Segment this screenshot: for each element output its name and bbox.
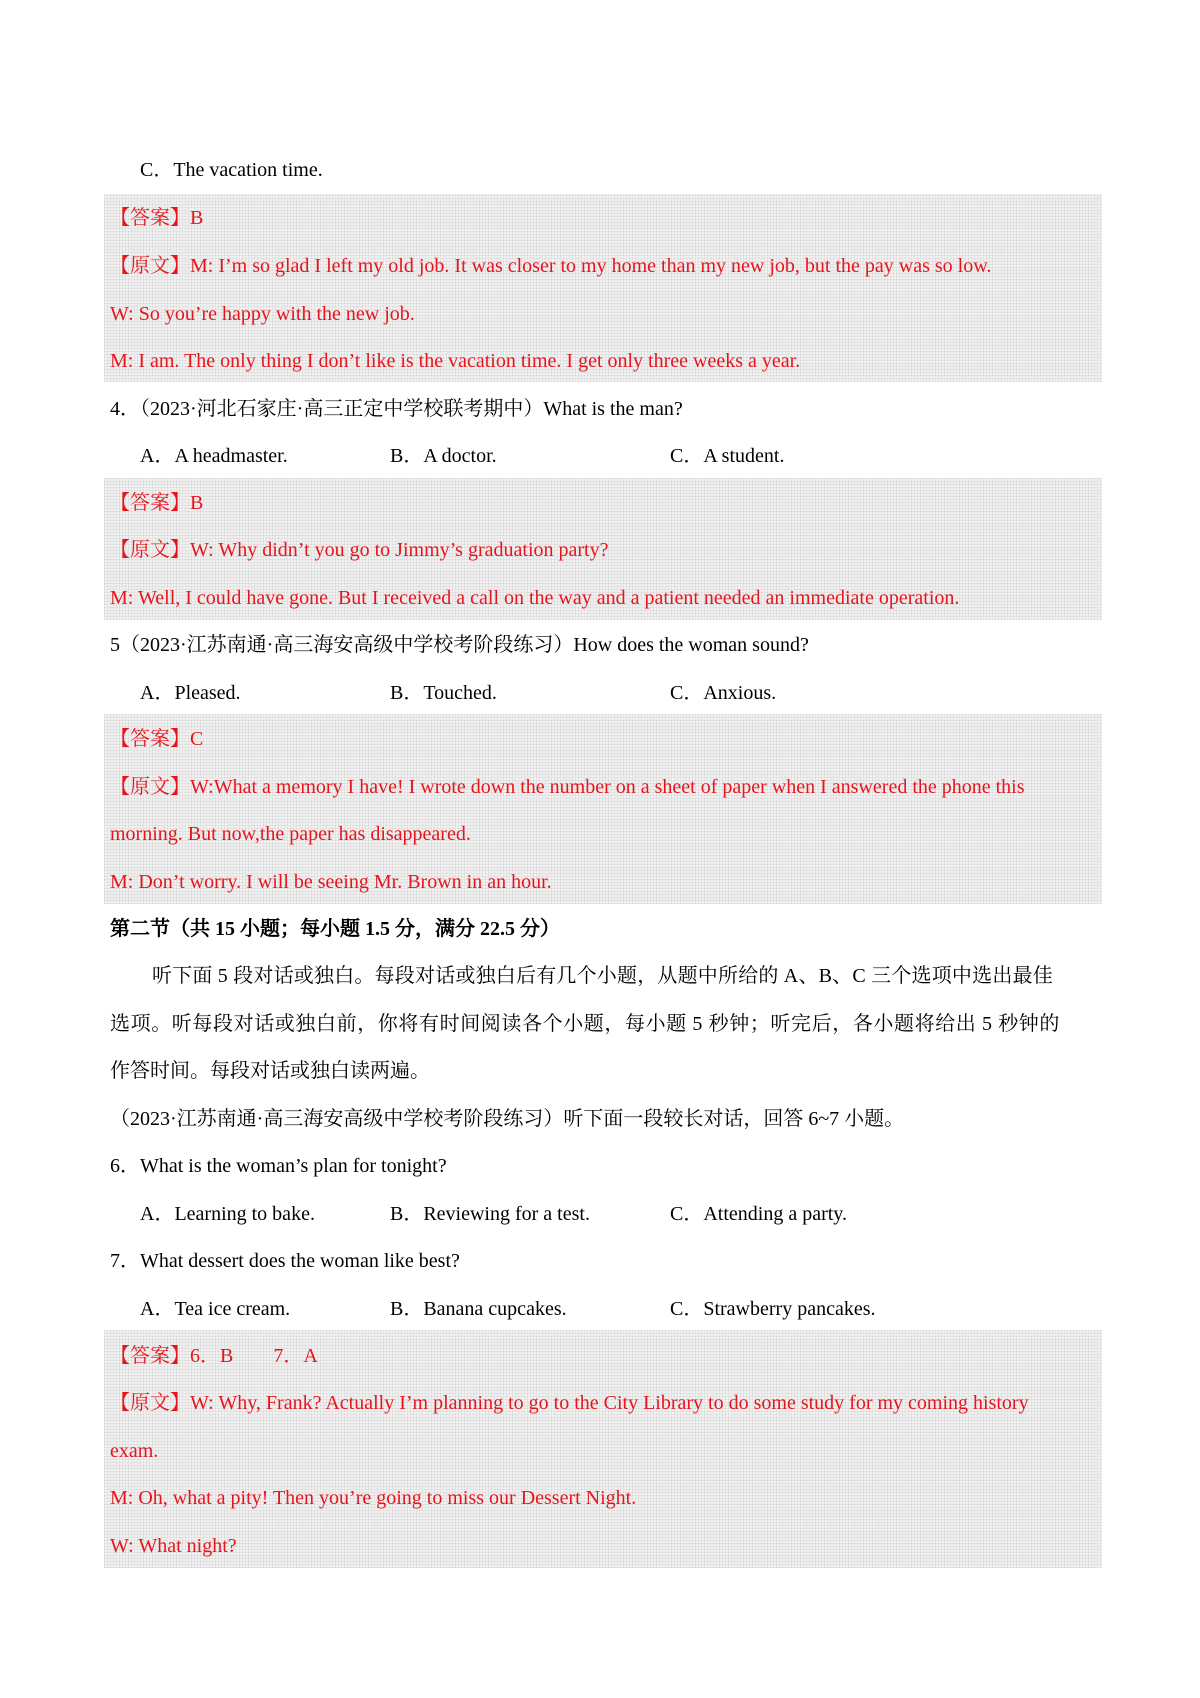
q5-option-a: A．Pleased. <box>140 682 241 704</box>
q5-option-b: B．Touched. <box>390 682 497 704</box>
q7-stem: 7．What dessert does the woman like best? <box>110 1250 460 1272</box>
q6-option-b: B．Reviewing for a test. <box>390 1203 590 1225</box>
q67-transcript-line-4: W: What night? <box>110 1535 237 1557</box>
q3-transcript-line-2: W: So you’re happy with the new job. <box>110 303 415 325</box>
q3-transcript-line-1 <box>110 253 991 279</box>
q5-transcript-line-2: morning. But now,the paper has disappeared. <box>110 823 471 845</box>
q6-option-a: A．Learning to bake. <box>140 1203 315 1225</box>
q4-answer: 【答案】B <box>110 492 204 514</box>
q67-answer: 【答案】6．B 7．A <box>110 1345 318 1367</box>
transcript-tag: 【原文】 <box>110 255 190 277</box>
transcript-tag: 【原文】 <box>110 776 190 798</box>
transcript-tag: 【原文】 <box>110 539 190 561</box>
section2-heading: 第二节（共 15 小题；每小题 1.5 分，满分 22.5 分） <box>110 918 560 940</box>
q5-transcript-line-1 <box>110 774 1025 800</box>
q5-option-c: C．Anxious. <box>670 682 777 704</box>
q67-transcript-line-1 <box>110 1390 1029 1416</box>
q3-answer: 【答案】B <box>110 207 204 229</box>
q7-option-c: C．Strawberry pancakes. <box>670 1298 876 1320</box>
section2-source-line: （2023·江苏南通·高三海安高级中学校考阶段练习）听下面一段较长对话，回答 6~7 小题。 <box>110 1108 905 1130</box>
q3-option-c: C．The vacation time. <box>140 159 323 181</box>
q4-option-c: C．A student. <box>670 445 785 467</box>
q3-transcript-line-3: M: I am. The only thing I don’t like is the vacation time. I get only three weeks a year. <box>110 350 801 372</box>
q6-stem: 6．What is the woman’s plan for tonight? <box>110 1155 447 1177</box>
q5-answer: 【答案】C <box>110 728 204 750</box>
transcript-text: W: Why, Frank? Actually I’m planning to go to the City Library to do some study for my coming history <box>190 1392 1029 1414</box>
q6-option-c: C．Attending a party. <box>670 1203 848 1225</box>
transcript-tag: 【原文】 <box>110 1392 190 1414</box>
section2-instructions-line-3: 作答时间。每段对话或独白读两遍。 <box>110 1060 430 1082</box>
transcript-text: M: I’m so glad I left my old job. It was closer to my home than my new job, but the pay was so low. <box>190 255 992 277</box>
transcript-text: W: Why didn’t you go to Jimmy’s graduation party? <box>190 539 609 561</box>
q4-transcript-line-2: M: Well, I could have gone. But I received a call on the way and a patient needed an immediate operation. <box>110 587 960 609</box>
q67-transcript-line-2: exam. <box>110 1440 159 1462</box>
q4-option-a: A．A headmaster. <box>140 445 288 467</box>
q4-stem: 4．（2023·河北石家庄·高三正定中学校联考期中）What is the man? <box>110 398 683 420</box>
section2-instructions-line-1: 听下面 5 段对话或独白。每段对话或独白后有几个小题，从题中所给的 A、B、C 三个选项中选出最佳 <box>152 965 1053 987</box>
q5-transcript-line-3: M: Don’t worry. I will be seeing Mr. Brown in an hour. <box>110 871 552 893</box>
section2-instructions-line-2: 选项。听每段对话或独白前，你将有时间阅读各个小题，每小题 5 秒钟；听完后，各小题将给出 5 秒钟的 <box>110 1013 1060 1035</box>
q5-stem: 5（2023·江苏南通·高三海安高级中学校考阶段练习）How does the woman sound? <box>110 634 809 656</box>
transcript-text: W:What a memory I have! I wrote down the number on a sheet of paper when I answered the phone this <box>190 776 1025 798</box>
q4-option-b: B．A doctor. <box>390 445 497 467</box>
q67-transcript-line-3: M: Oh, what a pity! Then you’re going to miss our Dessert Night. <box>110 1487 637 1509</box>
q7-option-b: B．Banana cupcakes. <box>390 1298 567 1320</box>
q4-transcript-line-1 <box>110 537 608 563</box>
q7-option-a: A．Tea ice cream. <box>140 1298 291 1320</box>
